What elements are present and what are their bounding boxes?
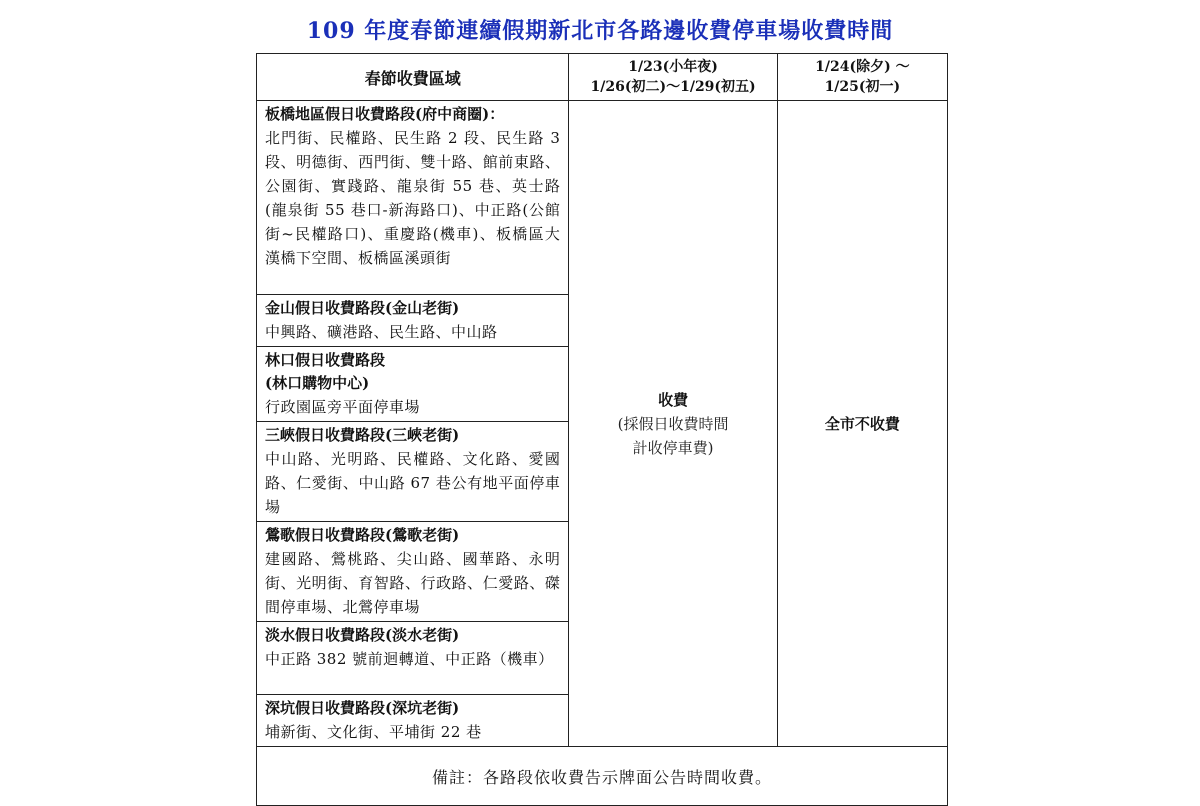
charge-note-line1: (採假日收費時間 <box>617 414 729 433</box>
region-roads: 中興路、礦港路、民生路、中山路 <box>265 323 498 341</box>
period-2-status-cell <box>777 101 947 747</box>
region-roads: 中正路 382 號前迴轉道、中正路（機車） <box>265 650 554 668</box>
region-cell-banqiao <box>257 101 569 295</box>
header-period-2-line2: 1/25(初一) <box>824 79 901 95</box>
region-name: 深坑假日收費路段(深坑老街) <box>265 699 460 717</box>
charge-label: 收費 <box>658 390 689 409</box>
region-name-sub: (林口購物中心) <box>265 374 370 392</box>
page-title: 109 年度春節連續假期新北市各路邊收費停車場收費時間 <box>306 18 894 44</box>
region-cell-yingge <box>257 522 569 622</box>
parking-fee-table <box>256 53 948 806</box>
table-row <box>257 101 948 295</box>
region-name: 金山假日收費路段(金山老街) <box>265 299 460 317</box>
free-label: 全市不收費 <box>824 414 900 433</box>
header-region: 春節收費區域 <box>257 54 569 101</box>
region-roads: 行政園區旁平面停車場 <box>265 398 421 416</box>
region-name: 三峽假日收費路段(三峽老街) <box>265 426 460 444</box>
header-period-1-line2: 1/26(初二)～1/29(初五) <box>590 79 756 95</box>
period-1-status-cell <box>569 101 777 747</box>
region-roads: 中山路、光明路、民權路、文化路、愛國路、仁愛街、中山路 67 巷公有地平面停車場 <box>265 450 561 516</box>
region-cell-linkou <box>257 347 569 422</box>
region-roads: 建國路、鶯桃路、尖山路、國華路、永明街、光明街、育智路、行政路、仁愛路、磔間停車場、北鶯停車場 <box>265 550 561 616</box>
table-header-row <box>257 54 948 101</box>
table-footnote-row <box>257 747 948 806</box>
region-roads: 埔新街、文化街、平埔街 22 巷 <box>265 723 482 741</box>
region-name: 淡水假日收費路段(淡水老街) <box>265 626 460 644</box>
region-roads: 北門街、民權路、民生路 2 段、民生路 3 段、明德街、西門街、雙十路、館前東路、公園街、實踐路、龍泉街 55 巷、英士路(龍泉街 55 巷口-新海路口)、中正路(公館街~民權路口)、重慶路(機車)、板橋區大漢橋下空間、板橋區溪頭街 <box>265 129 561 267</box>
header-period-2 <box>777 54 947 101</box>
header-period-2-line1: 1/24(除夕) ～ <box>815 59 910 75</box>
region-cell-shenkeng <box>257 695 569 747</box>
region-cell-jinshan <box>257 295 569 347</box>
footnote: 備註：各路段依收費告示牌面公告時間收費。 <box>257 747 948 806</box>
region-cell-sanxia <box>257 422 569 522</box>
charge-note-line2: 計收停車費) <box>632 438 714 457</box>
region-cell-tamsui <box>257 622 569 695</box>
region-name: 林口假日收費路段 <box>265 351 386 369</box>
region-name: 鶯歌假日收費路段(鶯歌老街) <box>265 526 460 544</box>
region-name: 板橋地區假日收費路段(府中商圈)： <box>265 105 505 123</box>
header-period-1-line1: 1/23(小年夜) <box>628 59 718 75</box>
header-period-1 <box>569 54 777 101</box>
